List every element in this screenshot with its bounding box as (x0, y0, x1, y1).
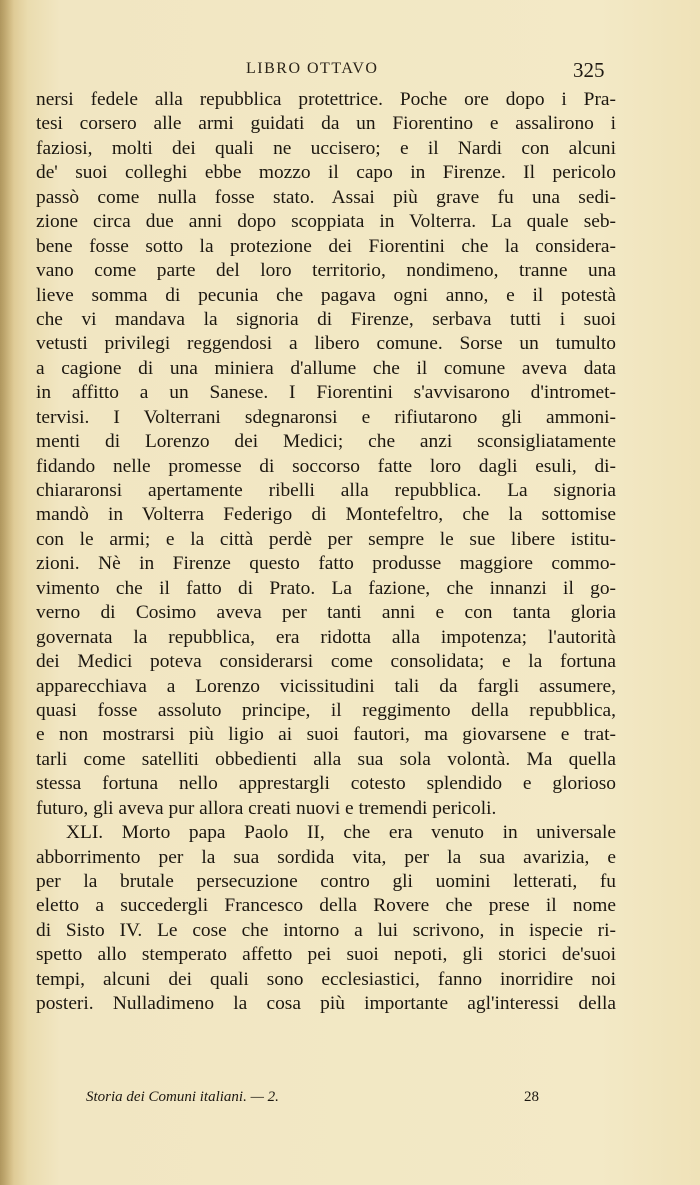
text-line: governata la repubblica, era ridotta alla impotenza; l'autorità (36, 626, 616, 648)
text-line: menti di Lorenzo dei Medici; che anzi sconsigliatamente (36, 431, 616, 453)
text-line: tervisi. I Volterrani sdegnaronsi e rifiutarono gli ammoni- (36, 406, 616, 428)
page-number: 325 (573, 58, 605, 82)
running-head (0, 58, 700, 84)
text-line: vimento che il fatto di Prato. La fazione, che innanzi il go- (36, 577, 616, 599)
text-line: tesi corsero alle armi guidati da un Fiorentino e assalirono i (36, 113, 616, 135)
body-text (36, 88, 616, 1017)
text-line: zione circa due anni dopo scoppiata in Volterra. La quale seb- (36, 211, 616, 233)
text-line: eletto a succedergli Francesco della Rovere che prese il nome (36, 895, 616, 917)
text-line: di Sisto IV. Le cose che intorno a lui scrivono, in ispecie ri- (36, 919, 616, 941)
text-line: vano come parte del loro territorio, nondimeno, tranne una (36, 260, 616, 282)
footer (0, 1089, 700, 1111)
spine-shadow (0, 0, 14, 1185)
section-start-line: XLI. Morto papa Paolo II, che era venuto in universale (66, 822, 616, 844)
text-line: lieve somma di pecunia che pagava ogni anno, e il potestà (36, 284, 616, 306)
text-line: verno di Cosimo aveva per tanti anni e con tanta gloria (36, 602, 616, 624)
text-line: quasi fosse assoluto principe, il reggimento della repubblica, (36, 699, 616, 721)
text-line: faziosi, molti dei quali ne uccisero; e il Nardi con alcuni (36, 137, 616, 159)
text-line: tarli come satelliti obbedienti alla sua sola volontà. Ma quella (36, 748, 616, 770)
text-line: fidando nelle promesse di soccorso fatte loro dagli esuli, di- (36, 455, 616, 477)
text-line: stessa fortuna nello apprestargli cotesto splendido e glorioso (36, 773, 616, 795)
running-title: LIBRO OTTAVO (246, 60, 379, 77)
text-line: mandò in Volterra Federigo di Montefeltro, che la sottomise (36, 504, 616, 526)
text-line: abborrimento per la sua sordida vita, per la sua avarizia, e (36, 846, 616, 868)
text-line: bene fosse sotto la protezione dei Fiorentini che la considera- (36, 235, 616, 257)
text-line: che vi mandava la signoria di Firenze, serbava tutti i suoi (36, 308, 616, 330)
text-line: posteri. Nulladimeno la cosa più importante agl'interessi della (36, 993, 616, 1015)
text-line: de' suoi colleghi ebbe mozzo il capo in Firenze. Il pericolo (36, 162, 616, 184)
text-line: tempi, alcuni dei quali sono ecclesiastici, fanno inorridire noi (36, 968, 616, 990)
text-line: chiararonsi apertamente ribelli alla repubblica. La signoria (36, 480, 616, 501)
text-line: con le armi; e la città perdè per sempre le sue libere istitu- (36, 528, 616, 550)
text-line: apparecchiava a Lorenzo vicissitudini tali da fargli assumere, (36, 675, 616, 697)
text-line: zioni. Nè in Firenze questo fatto produsse maggiore commo- (36, 553, 616, 575)
text-line: futuro, gli aveva pur allora creati nuovi e tremendi pericoli. (36, 797, 497, 819)
text-line: e non mostrarsi più ligio ai suoi fautori, ma giovarsene e trat- (36, 724, 616, 746)
text-line: per la brutale persecuzione contro gli uomini letterati, fu (36, 871, 616, 892)
text-line: vetusti privilegi reggendosi a libero comune. Sorse un tumulto (36, 333, 616, 355)
text-line: spetto allo stemperato affetto pei suoi nepoti, gli storici de'suoi (36, 944, 616, 966)
text-line: dei Medici poteva considerarsi come consolidata; e la fortuna (36, 651, 616, 673)
text-line: nersi fedele alla repubblica protettrice. Poche ore dopo i Pra- (36, 89, 616, 110)
text-line: a cagione di una miniera d'allume che il comune aveva data (36, 357, 616, 379)
text-line: passò come nulla fosse stato. Assai più grave fu una sedi- (36, 186, 616, 208)
signature-title: Storia dei Comuni italiani. — 2. (86, 1089, 279, 1105)
text-line: in affitto a un Sanese. I Fiorentini s'avvisarono d'intromet- (36, 382, 616, 404)
signature-number: 28 (524, 1089, 539, 1105)
